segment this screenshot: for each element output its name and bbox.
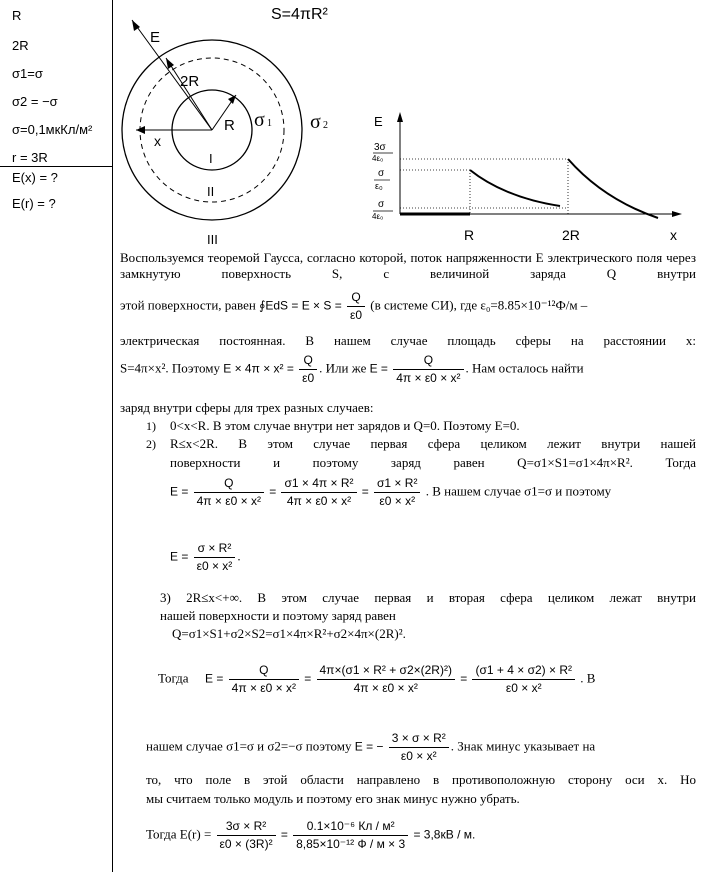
c3-fraction-2 [317,662,455,697]
case-1-number: 1) [146,419,156,433]
c3-f4d: ε0 × x² [400,749,437,763]
c2-f2n: σ1 × 4π × R² [281,475,356,493]
x-axis-label: x [670,227,677,243]
label-x: x [154,133,161,149]
final-fraction-1 [217,818,276,853]
case-1-text: 0<x<R. В этом случае внутри нет зарядов и Q=0. Поэтому E=0. [170,418,520,433]
c3-eq1: = [304,671,312,686]
c2-f3d: ε0 × x² [379,494,416,508]
label-e: E [150,29,161,46]
c2-e: E = [170,484,189,499]
c2-eq1: = [269,484,277,499]
text-p2a: этой поверхности, равен [120,297,256,313]
p4-num2: Q [393,352,463,370]
c3-fraction-1 [229,662,299,697]
p4-den2: 4π × ε0 × x² [396,371,461,385]
c2-fraction-3 [374,475,420,510]
spheres-figure [112,0,352,250]
y-axis-label: E [374,114,383,129]
c3-e: . Знак минус указывает на [450,738,596,754]
c3-after: . В [580,670,596,686]
text-p4a: S=4π×x². Поэтому [120,360,220,376]
label-sigma2-sub: 2 [323,120,328,131]
c2-dot: . [237,548,241,564]
find-item: E(r) = ? [12,196,56,211]
gauss-fraction [347,289,365,324]
given-item: 2R [12,38,29,53]
y-tick-s4e-num: σ [378,199,385,210]
label-region-2: II [207,184,215,199]
final-answer [146,818,475,853]
c3-f3n: (σ1 + 4 × σ2) × R² [472,662,575,680]
case-3-charge: Q=σ1×S1+σ2×S2=σ1×4π×R²+σ2×4π×(2R)². [172,626,406,641]
case-2-line-1: R≤x<2R. В этом случае первая сфера целиком лежит внутри нашей [170,436,696,451]
c3-f4n: 3 × σ × R² [389,730,449,748]
label-2r: 2R [180,73,200,90]
given-divider [0,166,112,167]
y-tick-3s4e-den: 4ε₀ [372,154,384,163]
final-eq: = [280,827,288,842]
c2-eq2: = [361,484,369,499]
gauss-lhs: ∮EdS = E × S = [259,298,342,313]
case-3-equation [158,662,595,697]
c3-f1d: 4π × ε0 × x² [231,681,296,695]
c3-e2: E = − [354,739,384,754]
c2-f1d: 4π × ε0 × x² [196,494,261,508]
gauss-num: Q [347,289,365,307]
c3-eq2: = [460,671,468,686]
radius-2r-arrow-head [166,58,174,69]
final-fraction-2 [293,818,408,853]
given-item: σ1=σ [12,66,43,81]
label-region-3: III [207,232,218,247]
radius-r-arrow-head [228,95,236,104]
case-2-equation [170,475,611,510]
final-f2d: 8,85×10⁻¹² Ф / м × 3 [296,837,406,851]
given-item: σ2 = −σ [12,94,58,109]
y-tick-3s4e-num: 3σ [374,142,386,153]
final-f1n: 3σ × R² [217,818,276,836]
gauss-den: ε0 [349,308,363,322]
y-tick-se-den: ε₀ [375,181,383,191]
text-p4c: . Нам осталось найти [465,360,584,376]
given-item: σ=0,1мкКл/м² [12,122,93,137]
given-item: r = 3R [12,150,48,165]
final-f1d: ε0 × (3R)² [219,837,273,851]
y-tick-s4e-den: 4ε₀ [372,212,384,221]
c2-fraction-2 [281,475,356,510]
curve-segment-2r-inf [568,159,658,218]
paragraph-2 [120,289,587,324]
label-r: R [224,117,235,134]
p4-fraction [299,352,317,387]
c2-after: . В нашем случае σ1=σ и поэтому [425,483,612,499]
final-a: Тогда E(r) = [146,826,212,842]
c3-f2d: 4π × ε0 × x² [353,681,418,695]
paragraph-1: Воспользуемся теоремой Гаусса, согласно которой, поток напряженности E электрического поля через замкнутую поверхность S, с величиной заряда Q внутри [120,250,696,281]
p4-fraction-2 [393,352,463,387]
c2-f4n: σ × R² [194,540,236,558]
c3-f1n: Q [229,662,299,680]
c2-f2d: 4π × ε0 × x² [286,494,352,508]
c2-f1n: Q [194,475,264,493]
y-tick-se-num: σ [378,168,385,179]
text-p2b: (в системе СИ), где ε₀=8.85×10⁻¹²Ф/м – [370,297,588,313]
label-sigma1-sub: 1 [267,118,272,129]
label-sigma1: σ [254,109,265,131]
case-3-line-f: то, что поле в этой области направлено в противоположную сторону оси x. Но [146,772,696,787]
paragraph-4 [120,352,584,387]
c3-f3d: ε0 × x² [505,681,542,695]
curve-segment-r-2r [470,170,560,206]
case-2-result [170,540,241,575]
paragraph-5: заряд внутри сферы для трех разных случаев: [120,400,374,415]
p4-den: ε0 [302,371,315,385]
case-3-result [146,730,595,765]
paragraph-3: электрическая постоянная. В нашем случае площадь сферы на расстоянии x: [120,333,696,348]
c3-fraction-4 [389,730,449,765]
c3-e: E = [205,671,224,686]
final-f2n: 0.1×10⁻⁶ Кл / м² [293,818,408,836]
find-item: E(x) = ? [12,170,58,185]
text-p4b: . Или же [319,360,367,376]
field-arrow [132,20,212,130]
p4-e: E = [369,361,388,376]
c2-f4d: ε0 × x² [196,559,233,573]
final-b: = 3,8кВ / м. [413,827,476,842]
c2-f3n: σ1 × R² [374,475,420,493]
p4-lhs: E × 4π × x² = [223,361,294,376]
c2-fraction-4 [194,540,236,575]
x-tick-r: R [464,227,475,243]
case-2-line-2: поверхности и поэтому заряд равен Q=σ1×S1=σ1×4π×R². Тогда [170,455,696,470]
p4-num: Q [299,352,317,370]
x-tick-2r: 2R [562,227,580,243]
area-formula: S=4πR² [271,6,328,23]
case-3-line-1: 3) 2R≤x<+∞. В этом случае первая и вторая сфера целиком лежат внутри [160,590,696,605]
given-item: R [12,8,22,23]
x-axis-arrow [672,211,682,217]
c2-e2: E = [170,549,189,564]
label-region-1: I [209,151,213,166]
c3-then: Тогда [158,670,189,686]
c3-f2n: 4π×(σ1 × R² + σ2×(2R)²) [317,662,455,680]
case-2-number: 2) [146,437,156,451]
c2-fraction-1 [194,475,264,510]
c3-d: нашем случае σ1=σ и σ2=−σ поэтому [146,738,352,754]
case-3-line-g: мы считаем только модуль и поэтому его знак минус нужно убрать. [146,791,520,806]
y-axis-arrow [397,112,403,122]
c3-fraction-3 [472,662,575,697]
label-sigma2: σ [310,111,321,133]
field-graph [360,100,690,250]
case-3-line-2: нашей поверхности и поэтому заряд равен [160,608,396,623]
